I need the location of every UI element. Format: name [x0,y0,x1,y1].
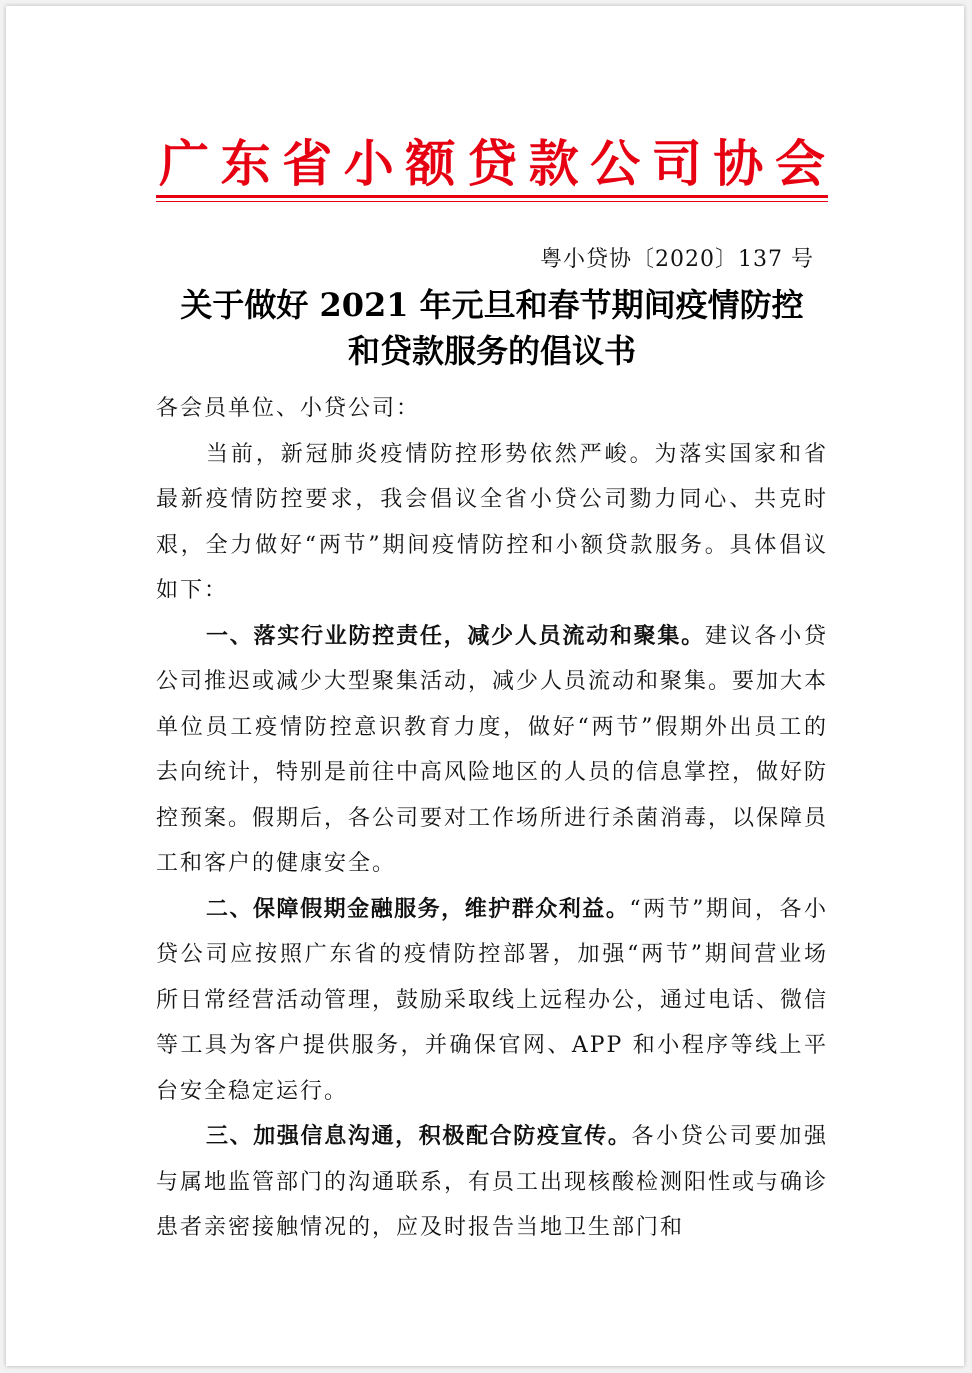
section-heading: 一、落实行业防控责任，减少人员流动和聚集。 [206,623,705,649]
title-line: 和贷款服务的倡议书 [347,332,636,370]
masthead-char: 小 [343,134,394,193]
document-body [156,386,828,1251]
red-rule-thin [156,201,828,202]
masthead-char: 会 [774,134,825,193]
intro-paragraph: 当前，新冠肺炎疫情防控形势依然严峻。为落实国家和省最新疫情防控要求，我会倡议全省小贷公司勠力同心、共克时艰，全力做好“两节”期间疫情防控和小额贷款服务。具体倡议如下： [156,441,828,603]
masthead-char: 广 [159,134,209,193]
masthead-char: 公 [590,134,641,193]
section-text: 建议各小贷公司推迟或减少大型聚集活动，减少人员流动和聚集。要加大本单位员工疫情防控意识教育力度，做好“两节”假期外出员工的去向统计，特别是前往中高风险地区的人员的信息掌控，做好防控预案。假期后，各公司要对工作场所进行杀菌消毒，以保障员工和客户的健康安全。 [156,623,829,876]
section-paragraph [156,887,828,1115]
masthead-char: 东 [220,134,271,193]
section-heading: 二、保障假期金融服务，维护群众利益。 [206,896,630,922]
masthead-char: 贷 [466,134,517,193]
salutation: 各会员单位、小贷公司： [156,396,421,421]
masthead-char: 款 [528,134,579,193]
section-heading: 三、加强信息沟通，积极配合防疫宣传。 [206,1124,632,1149]
masthead-char: 省 [282,134,333,193]
document-title [156,282,828,374]
red-rule-thick [156,195,828,198]
masthead [156,136,828,192]
section-text: 各小贷公司要加强与属地监管部门的沟通联系，有员工出现核酸检测阳性或与确诊患者亲密接触情况的，应及时报告当地卫生部门和 [156,1124,829,1240]
title-line: 关于做好 2021 年元旦和春节期间疫情防控 [180,286,804,324]
document-page [6,6,964,1366]
masthead-char: 额 [405,134,456,193]
section-text: “两节”期间，各小贷公司应按照广东省的疫情防控部署，加强“两节”期间营业场所日常经营活动管理，鼓励采取线上远程办公，通过电话、微信等工具为客户提供服务，并确保官网、APP 和小程序等线上平台安全稳定运行。 [156,896,829,1104]
masthead-char: 司 [651,134,702,193]
section-paragraph [156,1114,828,1251]
document-number: 粤小贷协〔2020〕137 号 [540,247,814,272]
masthead-char: 协 [713,134,764,193]
section-paragraph [156,614,828,887]
